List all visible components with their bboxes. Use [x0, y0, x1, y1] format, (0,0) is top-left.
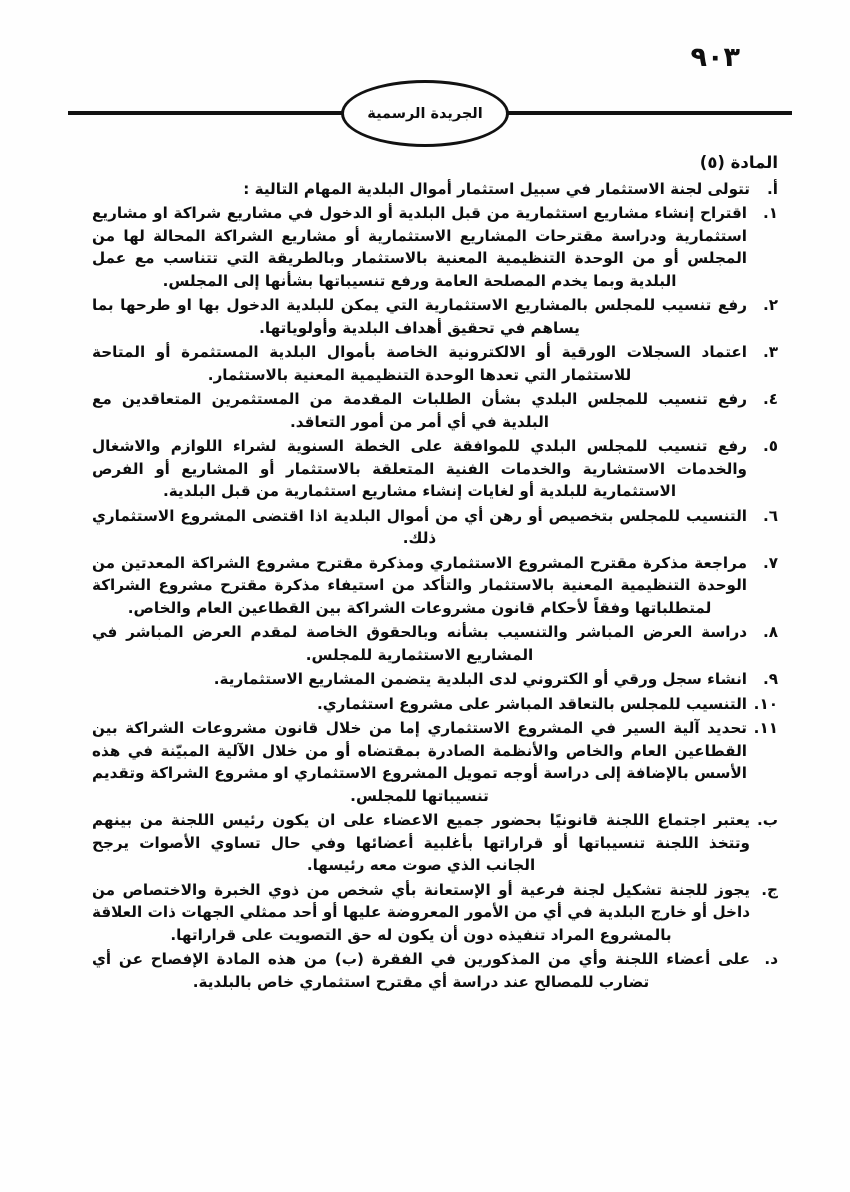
- clause-letter: ج.: [761, 880, 778, 899]
- item-number: ١١.: [753, 719, 778, 737]
- clause-text: يعتبر اجتماع اللجنة قانونيًا بحضور جميع الاعضاء على ان يكون رئيس اللجنة من بينهم وتتخذ اللجنة تنسيباتها أو قراراتها بأغلبية أعضائها وفي حال تساوي الأصوات يرجح الجانب الذي صوت معه رئيسها.: [92, 811, 750, 874]
- clause-letter: د.: [764, 950, 778, 968]
- list-item-11: [92, 717, 778, 807]
- list-item-6: [92, 505, 778, 550]
- item-number: ١٠.: [753, 694, 778, 713]
- list-item-1: [92, 202, 778, 292]
- clause-b: [92, 809, 778, 877]
- item-text: رفع تنسيب للمجلس البلدي بشأن الطلبات المقدمة من المستثمرين المتعاقدين مع البلدية في أي أمر من أمور التعاقد.: [92, 390, 747, 431]
- clause-letter: أ.: [767, 179, 778, 198]
- item-text: التنسيب للمجلس بالتعاقد المباشر على مشروع استثماري.: [316, 694, 747, 713]
- clause-letter: ب.: [756, 811, 778, 829]
- item-number: ٩.: [762, 670, 778, 688]
- article-title: المادة (٥): [699, 153, 778, 172]
- item-text: دراسة العرض المباشر والتنسيب بشأنه وبالحقوق الخاصة لمقدم العرض المباشر في المشاريع الاستثمارية للمجلس.: [92, 623, 747, 664]
- clause-c: [92, 879, 778, 947]
- item-number: ٧.: [762, 553, 778, 572]
- item-number: ٤.: [762, 390, 778, 408]
- item-number: ٥.: [762, 437, 778, 455]
- item-text: رفع تنسيب للمجلس بالمشاريع الاستثمارية التي يمكن للبلدية الدخول بها او طرحها بما يساهم في تحقيق أهداف البلدية وأولوياتها.: [92, 296, 747, 337]
- list-item-10: [92, 693, 778, 716]
- list-item-2: [92, 294, 778, 339]
- item-text: اقتراح إنشاء مشاريع استثمارية من قبل البلدية أو الدخول في مشاريع شراكة او مشاريع استثمارية ودراسة مقترحات المشاريع الاستثمارية أو مشاريع الشراكة المحالة لها من المجلس أو من الوحدة التنظيمية المعنية بالاستثمار وبالطريقة التي تتناسب مع عمل البلدية وبما يخدم المصلحة العامة ورفع تنسيباتها بشأنها إلى المجلس.: [92, 204, 747, 290]
- article-body: [92, 152, 778, 995]
- gazette-banner-ellipse: [341, 80, 509, 147]
- page-number: ٩٠٣: [690, 42, 740, 73]
- list-item-3: [92, 341, 778, 386]
- list-item-8: [92, 621, 778, 666]
- item-text: انشاء سجل ورقي أو الكتروني لدى البلدية يتضمن المشاريع الاستثمارية.: [213, 670, 747, 688]
- item-text: رفع تنسيب للمجلس البلدي للموافقة على الخطة السنوية لشراء اللوازم والاشغال والخدمات الاستشارية والخدمات الفنية المتعلقة بالاستثمار أو المشاريع أو الفرص الاستثمارية للبلدية أو لغايات إنشاء مشاريع استثمارية من قبل البلدية.: [92, 437, 747, 500]
- list-item-9: [92, 668, 778, 691]
- item-text: مراجعة مذكرة مقترح المشروع الاستثماري ومذكرة مقترح مشروع الشراكة المعدتين من الوحدة التنظيمية المعنية بالاستثمار والتأكد من استيفاء مذكرة مقترح مشروع الشراكة لمتطلباتها وفقاً لأحكام قانون مشروعات الشراكة بين القطاعين العام والخاص.: [92, 553, 747, 617]
- clause-text: تتولى لجنة الاستثمار في سبيل استثمار أموال البلدية المهام التالية :: [243, 179, 750, 198]
- clause-text: على أعضاء اللجنة وأي من المذكورين في الفقرة (ب) من هذه المادة الإفصاح عن أي تضارب للمصالح عند دراسة أي مقترح استثماري خاص بالبلدية.: [92, 950, 750, 991]
- item-text: التنسيب للمجلس بتخصيص أو رهن أي من أموال البلدية اذا اقتضى المشروع الاستثماري ذلك.: [92, 506, 747, 547]
- item-text: اعتماد السجلات الورقية أو الالكترونية الخاصة بأموال البلدية المستثمرة أو المتاحة للاستثمار التي تعدها الوحدة التنظيمية المعنية بالاستثمار.: [92, 343, 747, 384]
- clause-a: [92, 178, 778, 201]
- list-item-7: [92, 552, 778, 620]
- list-item-4: [92, 388, 778, 433]
- clause-d: [92, 948, 778, 993]
- item-number: ٣.: [762, 343, 778, 361]
- investment-duties-list: [92, 202, 778, 807]
- clause-text: يجوز للجنة تشكيل لجنة فرعية أو الإستعانة بأي شخص من ذوي الخبرة والاختصاص من داخل أو خارج البلدية في أي من الأمور المعروضة عليها أو أحد ممثلي الجهات ذات العلاقة بالمشروع المراد تنفيذه دون أن يكون له حق التصويت على قراراتها.: [92, 880, 750, 944]
- gazette-banner-title: الجريدة الرسمية: [367, 105, 483, 122]
- item-number: ٦.: [762, 506, 778, 525]
- list-item-5: [92, 435, 778, 503]
- item-number: ١.: [762, 204, 778, 222]
- item-text: تحديد آلية السير في المشروع الاستثماري إما من خلال قانون مشروعات الشراكة بين القطاعين العام والخاص والأنظمة الصادرة بمقتضاه أو من خلال الآلية المبيّنة في هذه الأسس بالإضافة إلى دراسة أوجه تمويل المشروع الاستثماري او مشروع الشراكة وتقديم تنسيباتها للمجلس.: [92, 719, 747, 805]
- item-number: ٨.: [762, 623, 778, 641]
- item-number: ٢.: [762, 296, 778, 314]
